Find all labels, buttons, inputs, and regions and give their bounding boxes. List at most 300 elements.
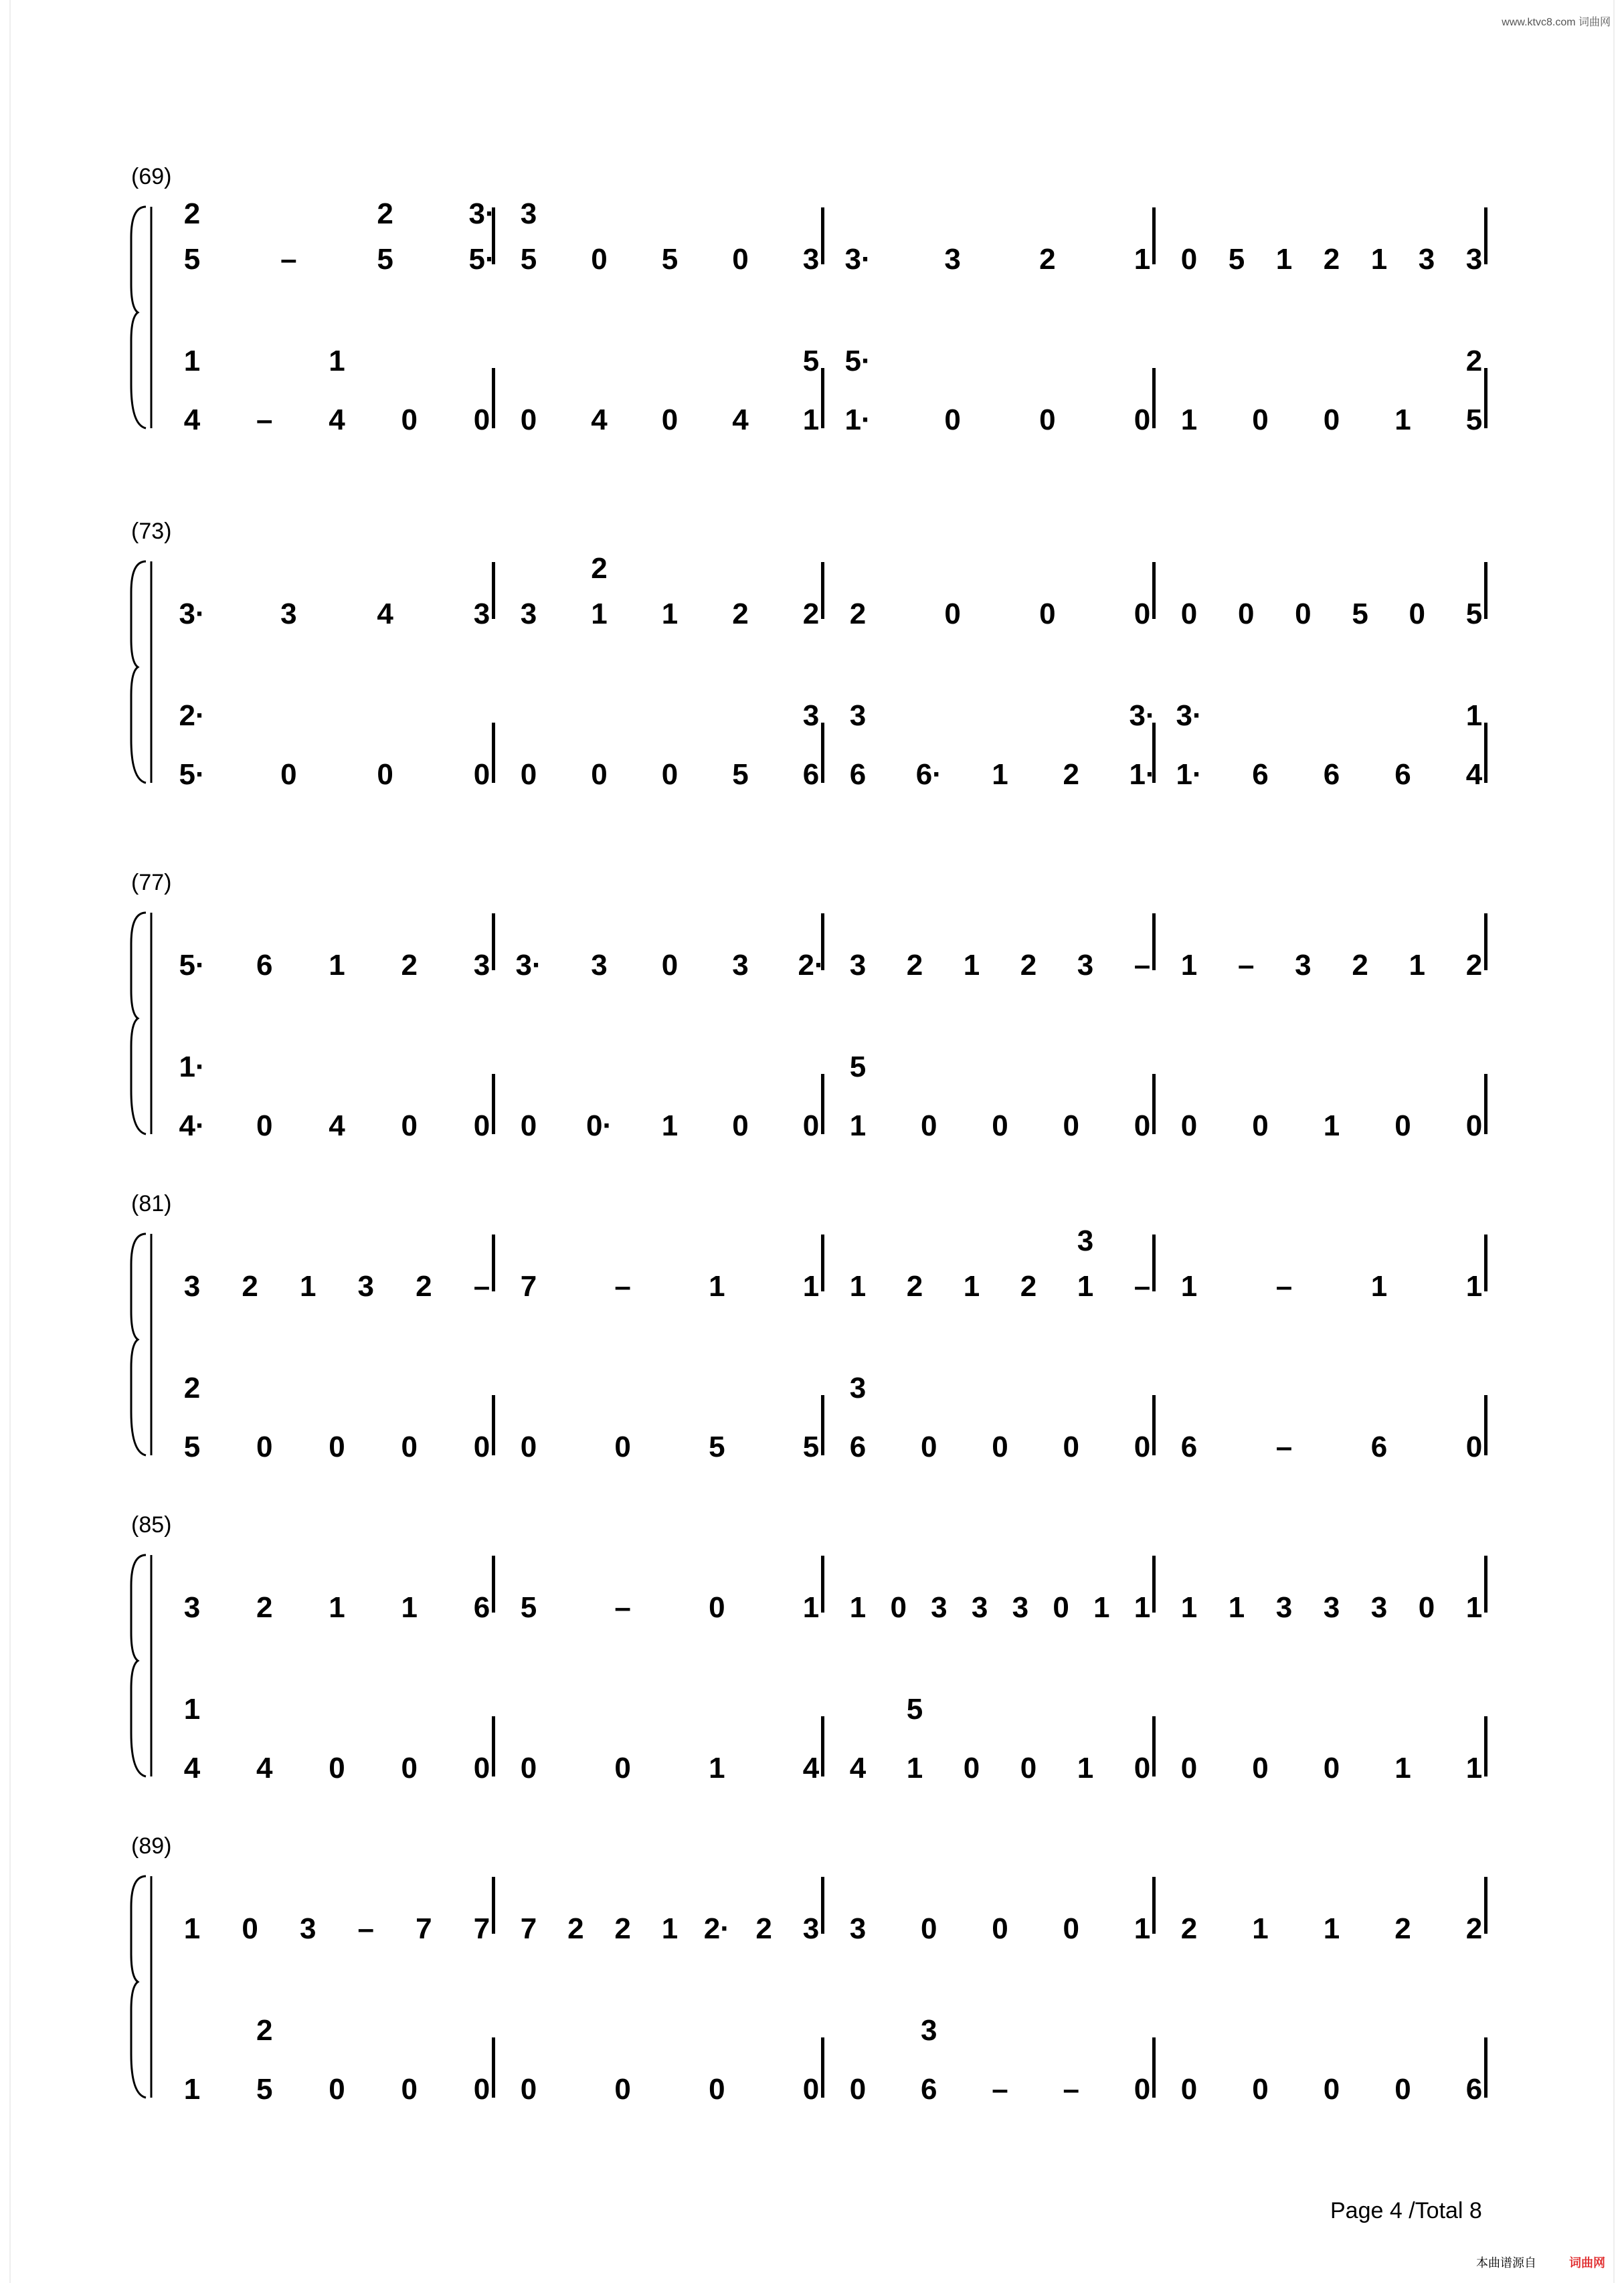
barline-upper xyxy=(1152,1235,1156,1291)
note-lower: 0 xyxy=(1394,2073,1411,2106)
note-upper: 5· xyxy=(468,243,495,276)
chord-note-lower: 3· xyxy=(1129,699,1156,732)
note-lower: 0 xyxy=(661,758,679,791)
note-upper: 2 xyxy=(1323,243,1340,276)
barline-lower xyxy=(492,723,495,783)
note-upper: 0 xyxy=(591,243,608,276)
chord-note-upper: 3 xyxy=(520,197,537,230)
note-upper: 2 xyxy=(401,949,418,982)
note-upper: 2 xyxy=(732,598,749,630)
note-lower: 4 xyxy=(849,1752,867,1785)
note-upper: 3 xyxy=(931,1591,948,1624)
note-upper: 2 xyxy=(1352,949,1368,982)
note-lower: 0 xyxy=(992,1431,1008,1463)
note-lower: 6 xyxy=(1323,758,1340,791)
note-lower: – xyxy=(256,403,273,436)
note-upper: 3 xyxy=(520,598,537,630)
note-lower: 0 xyxy=(1180,1752,1198,1785)
note-lower: 1 xyxy=(1394,403,1411,436)
note-lower: 0 xyxy=(329,1752,345,1785)
note-upper: 2 xyxy=(755,1912,772,1945)
note-upper: 2 xyxy=(1020,1270,1037,1303)
note-upper: 1 xyxy=(1180,1591,1198,1624)
note-upper: 2 xyxy=(1465,1912,1483,1945)
note-upper: 1 xyxy=(1465,1270,1483,1303)
note-lower: 0 xyxy=(992,1109,1008,1142)
note-upper: 0 xyxy=(1063,1912,1079,1945)
note-upper: 0 xyxy=(992,1912,1008,1945)
note-upper: 0 xyxy=(661,949,679,982)
note-upper: 5 xyxy=(183,243,201,276)
chord-note-lower: 1· xyxy=(179,1051,205,1083)
note-lower: 0 xyxy=(520,1109,537,1142)
note-lower: 0 xyxy=(473,2073,490,2106)
note-upper: 1 xyxy=(849,1270,867,1303)
note-upper: 3 xyxy=(944,243,961,276)
chord-note-lower: 2 xyxy=(256,2014,273,2047)
barline-upper xyxy=(492,562,495,619)
score-system xyxy=(0,1512,1624,1807)
note-lower: 0 xyxy=(1039,403,1056,436)
note-lower: 1· xyxy=(1176,758,1202,791)
note-lower: 0 xyxy=(520,758,537,791)
note-lower: 5 xyxy=(802,1431,820,1463)
note-upper: 3· xyxy=(179,598,205,630)
note-lower: 0 xyxy=(1323,2073,1340,2106)
measure-number: (89) xyxy=(131,1833,172,1859)
note-upper: 3 xyxy=(1323,1591,1340,1624)
note-upper: 0 xyxy=(242,1912,258,1945)
barline-upper xyxy=(1484,1556,1487,1613)
note-upper: 0 xyxy=(1237,598,1255,630)
note-upper: 2 xyxy=(802,598,820,630)
note-lower: 4 xyxy=(732,403,749,436)
note-lower: 0 xyxy=(661,403,679,436)
note-lower: 1 xyxy=(802,403,820,436)
note-upper: 0 xyxy=(1295,598,1312,630)
barline-lower xyxy=(821,368,824,428)
note-lower: 0 xyxy=(921,1431,937,1463)
note-upper: 1 xyxy=(1077,1270,1094,1303)
note-lower: 0 xyxy=(1323,403,1340,436)
note-lower: 1 xyxy=(183,2073,201,2106)
barline-upper xyxy=(1152,1556,1156,1613)
note-upper: 3 xyxy=(732,949,749,982)
barline-lower xyxy=(492,368,495,428)
note-upper: 3 xyxy=(1370,1591,1388,1624)
note-upper: 1 xyxy=(802,1591,820,1624)
barline-lower xyxy=(1484,368,1487,428)
note-lower: 0 xyxy=(473,403,490,436)
note-lower: 0 xyxy=(1252,403,1269,436)
barline-lower xyxy=(821,1716,824,1776)
note-lower: 6 xyxy=(1180,1431,1198,1463)
note-lower: 1 xyxy=(1465,1752,1483,1785)
barline-lower xyxy=(1152,2037,1156,2098)
note-lower: 0 xyxy=(520,1752,537,1785)
note-upper: – xyxy=(357,1912,375,1945)
barline-upper xyxy=(1484,913,1487,970)
page-number: Page 4 /Total 8 xyxy=(1330,2198,1482,2223)
footer-source-label: 本曲谱源自 xyxy=(1476,2256,1536,2270)
note-lower: 0 xyxy=(1134,1752,1151,1785)
note-upper: 2 xyxy=(1394,1912,1411,1945)
note-upper: 1 xyxy=(299,1270,317,1303)
barline-upper xyxy=(821,1877,824,1934)
note-upper: 2· xyxy=(703,1912,730,1945)
note-upper: 1 xyxy=(1134,1912,1151,1945)
barline-upper xyxy=(1484,1235,1487,1291)
chord-note-lower: 1 xyxy=(183,1693,201,1726)
note-lower: 1 xyxy=(709,1752,725,1785)
note-upper: 4 xyxy=(377,598,393,630)
note-upper: 0 xyxy=(1134,598,1151,630)
note-lower: 0 xyxy=(963,1752,980,1785)
barline-lower xyxy=(821,1395,824,1455)
note-upper: 5 xyxy=(1465,598,1483,630)
note-lower: 4 xyxy=(183,403,201,436)
chord-note-lower: 3 xyxy=(802,699,820,732)
chord-note-lower: 2 xyxy=(1465,345,1483,377)
note-lower: 6 xyxy=(1394,758,1411,791)
note-lower: 0 xyxy=(614,1431,631,1463)
chord-note-lower: 3 xyxy=(849,1372,867,1404)
note-upper: 1 xyxy=(709,1270,725,1303)
note-lower: 0 xyxy=(377,758,393,791)
note-lower: 5 xyxy=(183,1431,201,1463)
barline-lower xyxy=(821,1074,824,1134)
note-upper: 1 xyxy=(329,1591,345,1624)
note-upper: – xyxy=(1275,1270,1293,1303)
note-upper: 0 xyxy=(921,1912,937,1945)
note-lower: 4 xyxy=(329,1109,345,1142)
note-upper: 6 xyxy=(473,1591,490,1624)
note-upper: 1 xyxy=(849,1591,867,1624)
barline-upper xyxy=(1484,562,1487,619)
note-upper: 3· xyxy=(844,243,871,276)
note-upper: 1 xyxy=(963,949,980,982)
note-upper: 1 xyxy=(1252,1912,1269,1945)
note-upper: 1 xyxy=(802,1270,820,1303)
note-upper: 3 xyxy=(183,1270,201,1303)
barline-upper xyxy=(1152,1877,1156,1934)
note-lower: 0 xyxy=(1394,1109,1411,1142)
note-lower: 0 xyxy=(256,1109,273,1142)
note-lower: 0 xyxy=(1180,2073,1198,2106)
note-lower: 4 xyxy=(1465,758,1483,791)
note-upper: 7 xyxy=(473,1912,490,1945)
note-upper: 1 xyxy=(329,949,345,982)
note-lower: 0 xyxy=(802,1109,820,1142)
note-lower: – xyxy=(1063,2073,1079,2106)
note-lower: 0 xyxy=(591,758,608,791)
note-upper: 1 xyxy=(1275,243,1293,276)
note-upper: 2 xyxy=(567,1912,584,1945)
note-upper: – xyxy=(280,243,297,276)
note-upper: 1 xyxy=(1370,1270,1388,1303)
barline-lower xyxy=(1484,1395,1487,1455)
note-lower: 5 xyxy=(732,758,749,791)
note-upper: 3 xyxy=(1465,243,1483,276)
note-lower: 0 xyxy=(1134,1431,1151,1463)
chord-note-lower: 5· xyxy=(844,345,871,377)
note-upper: 1 xyxy=(1180,949,1198,982)
note-lower: 4 xyxy=(329,403,345,436)
note-upper: 3 xyxy=(1418,243,1435,276)
note-upper: 3 xyxy=(1077,949,1094,982)
note-upper: 3 xyxy=(971,1591,988,1624)
note-lower: 0 xyxy=(401,1752,418,1785)
note-lower: 0 xyxy=(802,2073,820,2106)
note-upper: – xyxy=(1134,949,1151,982)
note-upper: 6 xyxy=(256,949,273,982)
note-lower: 0 xyxy=(280,758,297,791)
note-lower: 4· xyxy=(179,1109,205,1142)
note-upper: 3 xyxy=(1012,1591,1029,1624)
note-lower: 0 xyxy=(614,1752,631,1785)
note-upper: 2 xyxy=(849,598,867,630)
note-upper: 1 xyxy=(1228,1591,1245,1624)
note-upper: 7 xyxy=(520,1270,537,1303)
chord-note-upper: 3 xyxy=(1077,1224,1094,1257)
note-lower: 1 xyxy=(1323,1109,1340,1142)
note-upper: 7 xyxy=(520,1912,537,1945)
note-upper: 2 xyxy=(906,1270,923,1303)
note-upper: 1 xyxy=(591,598,608,630)
barline-upper xyxy=(492,1556,495,1613)
barline-upper xyxy=(821,207,824,264)
score-system xyxy=(0,870,1624,1164)
note-upper: 3 xyxy=(299,1912,317,1945)
note-lower: 6 xyxy=(849,758,867,791)
note-lower: 0 xyxy=(401,1109,418,1142)
note-lower: – xyxy=(1275,1431,1293,1463)
note-lower: 1 xyxy=(849,1109,867,1142)
chord-note-lower: 3 xyxy=(921,2014,937,2047)
barline-lower xyxy=(492,1395,495,1455)
barline-upper xyxy=(492,1877,495,1934)
note-lower: 6 xyxy=(802,758,820,791)
note-upper: 3 xyxy=(849,949,867,982)
note-upper: 0 xyxy=(1053,1591,1069,1624)
note-upper: 1 xyxy=(401,1591,418,1624)
chord-note-lower: 3 xyxy=(849,699,867,732)
note-lower: 0 xyxy=(1180,1109,1198,1142)
note-upper: 1 xyxy=(183,1912,201,1945)
note-lower: 0 xyxy=(473,1752,490,1785)
note-upper: 0 xyxy=(1180,243,1198,276)
note-upper: 5 xyxy=(520,243,537,276)
note-upper: 2 xyxy=(416,1270,432,1303)
note-lower: 6 xyxy=(921,2073,937,2106)
site-watermark: www.ktvc8.com 词曲网 xyxy=(1502,17,1611,28)
note-upper: 2 xyxy=(1020,949,1037,982)
footer-site-logo: 词曲网 xyxy=(1569,2256,1605,2270)
barline-upper xyxy=(1484,207,1487,264)
measure-number: (85) xyxy=(131,1512,172,1538)
note-lower: 0 xyxy=(401,1431,418,1463)
barline-lower xyxy=(492,2037,495,2098)
note-lower: 0 xyxy=(732,1109,749,1142)
note-upper: 5 xyxy=(661,243,679,276)
note-upper: 2 xyxy=(1180,1912,1198,1945)
note-upper: 2 xyxy=(614,1912,631,1945)
note-upper: 7 xyxy=(416,1912,432,1945)
note-upper: 3 xyxy=(802,243,820,276)
note-upper: 2 xyxy=(242,1270,258,1303)
note-upper: 5· xyxy=(179,949,205,982)
note-lower: 0 xyxy=(520,403,537,436)
barline-upper xyxy=(492,1235,495,1291)
note-lower: 0· xyxy=(585,1109,613,1142)
note-lower: 1 xyxy=(1180,403,1198,436)
note-lower: 6· xyxy=(915,758,942,791)
note-upper: 0 xyxy=(944,598,961,630)
barline-lower xyxy=(492,1074,495,1134)
note-lower: 5 xyxy=(256,2073,273,2106)
note-upper: 1 xyxy=(1409,949,1426,982)
note-lower: 6 xyxy=(1252,758,1269,791)
barline-lower xyxy=(1484,1074,1487,1134)
barline-lower xyxy=(1152,368,1156,428)
note-lower: 0 xyxy=(709,2073,725,2106)
note-upper: 3 xyxy=(849,1912,867,1945)
note-upper: – xyxy=(614,1270,631,1303)
barline-lower xyxy=(492,1716,495,1776)
note-upper: – xyxy=(1134,1270,1151,1303)
note-upper: 3 xyxy=(1275,1591,1293,1624)
note-lower: 2 xyxy=(1063,758,1079,791)
note-lower: 1 xyxy=(992,758,1008,791)
chord-note-lower: 2· xyxy=(179,699,205,732)
note-lower: 0 xyxy=(1465,1109,1483,1142)
note-lower: 0 xyxy=(1252,1109,1269,1142)
note-lower: 0 xyxy=(1134,1109,1151,1142)
chord-note-upper: 3· xyxy=(468,197,495,230)
score-system xyxy=(0,1191,1624,1485)
note-upper: 2 xyxy=(1039,243,1056,276)
note-upper: 3 xyxy=(802,1912,820,1945)
note-lower: 0 xyxy=(473,1431,490,1463)
note-upper: 0 xyxy=(1039,598,1056,630)
barline-lower xyxy=(1152,1395,1156,1455)
chord-note-lower: 5 xyxy=(802,345,820,377)
note-lower: 0 xyxy=(849,2073,867,2106)
note-upper: 3 xyxy=(473,949,490,982)
note-lower: 0 xyxy=(256,1431,273,1463)
chord-note-lower: 5 xyxy=(849,1051,867,1083)
note-upper: 1 xyxy=(963,1270,980,1303)
note-lower: 0 xyxy=(1063,1431,1079,1463)
barline-upper xyxy=(1152,913,1156,970)
note-upper: – xyxy=(1237,949,1255,982)
chord-note-lower: 3· xyxy=(1176,699,1202,732)
barline-upper xyxy=(1484,1877,1487,1934)
note-lower: 6 xyxy=(1370,1431,1388,1463)
note-lower: 1 xyxy=(906,1752,923,1785)
note-upper: 1 xyxy=(1093,1591,1110,1624)
note-upper: 0 xyxy=(709,1591,725,1624)
note-lower: 4 xyxy=(802,1752,820,1785)
measure-number: (77) xyxy=(131,870,172,895)
note-upper: 1 xyxy=(661,1912,679,1945)
barline-upper xyxy=(821,1556,824,1613)
note-upper: 0 xyxy=(1409,598,1426,630)
note-upper: 2· xyxy=(798,949,824,982)
note-lower: 0 xyxy=(1465,1431,1483,1463)
note-upper: 1 xyxy=(1323,1912,1340,1945)
note-lower: 0 xyxy=(473,758,490,791)
note-lower: 0 xyxy=(1323,1752,1340,1785)
barline-upper xyxy=(821,1235,824,1291)
measure-number: (73) xyxy=(131,519,172,544)
note-upper: 1 xyxy=(1370,243,1388,276)
note-lower: 4 xyxy=(591,403,608,436)
note-lower: 4 xyxy=(183,1752,201,1785)
note-lower: 0 xyxy=(1134,2073,1151,2106)
barline-lower xyxy=(1152,1074,1156,1134)
note-lower: 4 xyxy=(256,1752,273,1785)
note-upper: 3 xyxy=(591,949,608,982)
chord-note-upper: 2 xyxy=(377,197,393,230)
note-lower: 1 xyxy=(661,1109,679,1142)
note-lower: 0 xyxy=(329,2073,345,2106)
note-lower: 6 xyxy=(849,1431,867,1463)
note-upper: 1 xyxy=(1465,1591,1483,1624)
note-upper: – xyxy=(614,1591,631,1624)
note-upper: 5 xyxy=(520,1591,537,1624)
note-lower: 5· xyxy=(179,758,205,791)
note-upper: 3 xyxy=(1295,949,1312,982)
chord-note-lower: 2 xyxy=(183,1372,201,1404)
chord-note-lower: 1 xyxy=(329,345,345,377)
note-upper: 0 xyxy=(890,1591,907,1624)
note-upper: 3 xyxy=(473,598,490,630)
note-upper: 5 xyxy=(377,243,393,276)
chord-note-upper: 2 xyxy=(591,552,608,585)
note-lower: 0 xyxy=(1063,1109,1079,1142)
note-lower: 5 xyxy=(709,1431,725,1463)
note-lower: 0 xyxy=(401,403,418,436)
note-lower: 0 xyxy=(401,2073,418,2106)
note-lower: 0 xyxy=(1252,2073,1269,2106)
note-lower: 1 xyxy=(1394,1752,1411,1785)
note-lower: 0 xyxy=(1134,403,1151,436)
barline-lower xyxy=(1152,1716,1156,1776)
note-upper: 1 xyxy=(1180,1270,1198,1303)
chord-note-lower: 1 xyxy=(183,345,201,377)
note-lower: 0 xyxy=(520,1431,537,1463)
note-upper: 5 xyxy=(1352,598,1368,630)
barline-lower xyxy=(1484,2037,1487,2098)
note-upper: 1 xyxy=(1134,1591,1151,1624)
note-lower: 0 xyxy=(520,2073,537,2106)
note-upper: 1 xyxy=(1134,243,1151,276)
note-lower: 1· xyxy=(1129,758,1156,791)
note-upper: 0 xyxy=(1180,598,1198,630)
note-upper: – xyxy=(473,1270,490,1303)
barline-upper xyxy=(821,562,824,619)
note-upper: 5 xyxy=(1228,243,1245,276)
measure-number: (69) xyxy=(131,164,172,189)
note-upper: 2 xyxy=(256,1591,273,1624)
note-upper: 2 xyxy=(1465,949,1483,982)
measure-number: (81) xyxy=(131,1191,172,1216)
barline-lower xyxy=(821,723,824,783)
note-lower: 0 xyxy=(473,1109,490,1142)
note-lower: 0 xyxy=(1020,1752,1037,1785)
note-upper: 3 xyxy=(183,1591,201,1624)
